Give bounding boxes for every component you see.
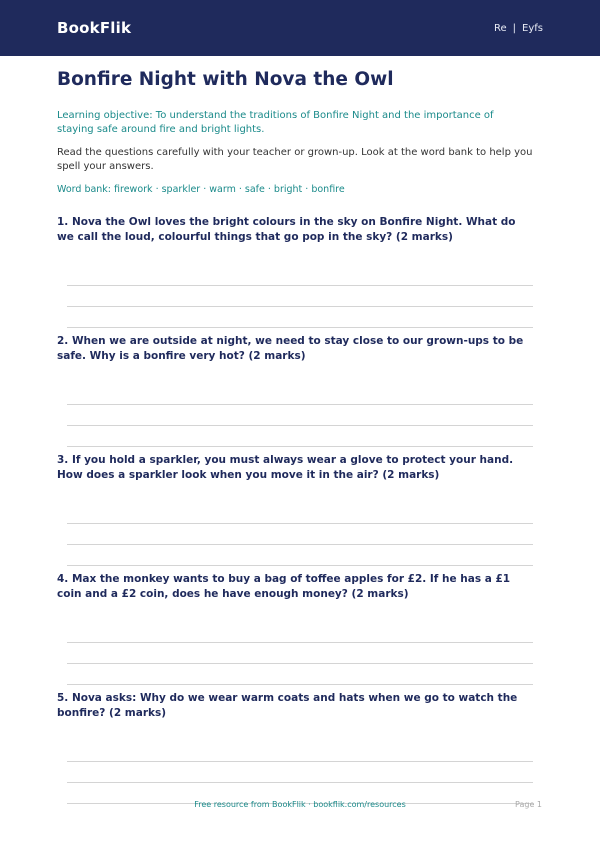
answer-line[interactable]: [67, 762, 533, 783]
worksheet-content: [57, 62, 533, 804]
question-5: [57, 691, 533, 804]
subject-level: [494, 23, 543, 34]
answer-line[interactable]: [67, 384, 533, 405]
page-title: Bonfire Night with Nova the Owl: [57, 69, 394, 90]
question-text: 1. Nova the Owl loves the bright colours in the sky on Bonfire Night. What do we call the loud, colourful things that go pop in the sky? (2 marks): [57, 216, 516, 243]
answer-lines[interactable]: [57, 622, 533, 685]
answer-line[interactable]: [67, 265, 533, 286]
header-bar: [0, 0, 600, 56]
answer-line[interactable]: [67, 426, 533, 447]
footer: [0, 800, 600, 814]
question-text: 2. When we are outside at night, we need to stay close to our grown-ups to be safe. Why is a bonfire very hot? (2 marks): [57, 335, 524, 362]
page-number: Page 1: [515, 800, 542, 809]
question-2: [57, 334, 533, 447]
footer-source[interactable]: Free resource from BookFlik · bookflik.com/resources: [194, 800, 406, 809]
instructions: Read the questions carefully with your teacher or grown-up. Look at the word bank to help you spell your answers.: [57, 147, 533, 172]
level-label: Eyfs: [522, 22, 543, 34]
brand-logo[interactable]: BookFlik: [57, 19, 132, 37]
word-bank: Word bank: firework · sparkler · warm · safe · bright · bonfire: [57, 184, 345, 195]
subject-label: Re: [494, 22, 507, 34]
question-text: 3. If you hold a sparkler, you must always wear a glove to protect your hand. How does a sparkler look when you move it in the air? (2 marks): [57, 454, 514, 481]
answer-line[interactable]: [67, 741, 533, 762]
question-text: 5. Nova asks: Why do we wear warm coats and hats when we go to watch the bonfire? (2 marks): [57, 692, 518, 719]
answer-line[interactable]: [67, 405, 533, 426]
question-text: 4. Max the monkey wants to buy a bag of toffee apples for £2. If he has a £1 coin and a £2 coin, does he have enough money? (2 marks): [57, 573, 511, 600]
learning-objective: Learning objective: To understand the traditions of Bonfire Night and the importance of staying safe around fire and bright lights.: [57, 110, 494, 135]
answer-line[interactable]: [67, 286, 533, 307]
answer-lines[interactable]: [57, 265, 533, 328]
question-3: [57, 453, 533, 566]
answer-lines[interactable]: [57, 741, 533, 804]
answer-line[interactable]: [67, 664, 533, 685]
answer-line[interactable]: [67, 524, 533, 545]
answer-line[interactable]: [67, 643, 533, 664]
question-1: [57, 215, 533, 328]
answer-line[interactable]: [67, 503, 533, 524]
answer-line[interactable]: [67, 622, 533, 643]
separator: |: [512, 22, 517, 34]
answer-line[interactable]: [67, 307, 533, 328]
answer-lines[interactable]: [57, 384, 533, 447]
answer-lines[interactable]: [57, 503, 533, 566]
answer-line[interactable]: [67, 545, 533, 566]
question-4: [57, 572, 533, 685]
